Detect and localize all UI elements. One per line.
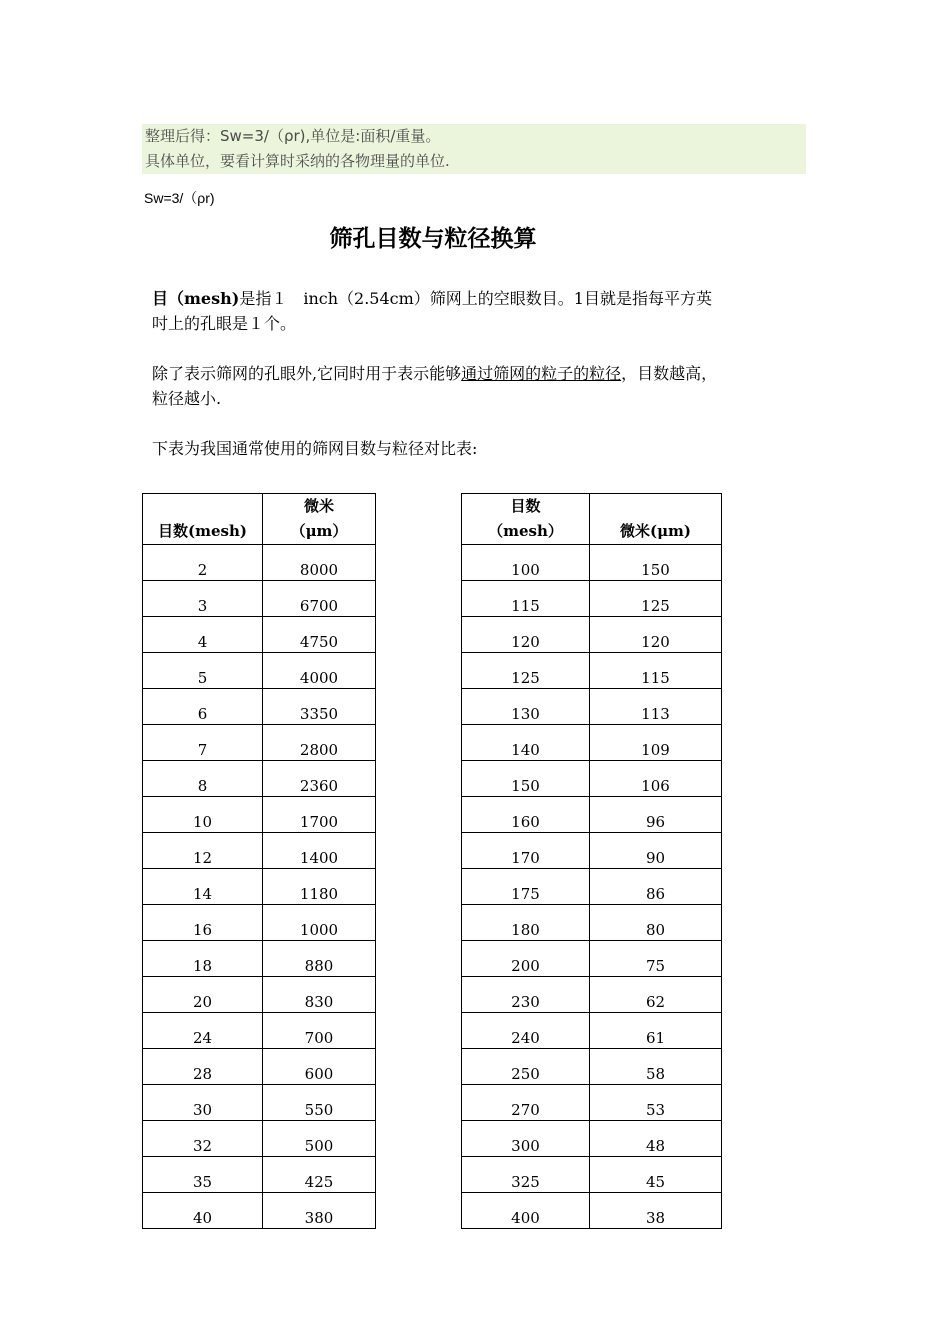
table-row bbox=[143, 797, 376, 833]
table-intro-paragraph: 下表为我国通常使用的筛网目数与粒径对比表: bbox=[152, 439, 478, 458]
particle-size-paragraph bbox=[152, 361, 722, 411]
table-row bbox=[462, 545, 722, 581]
table-row bbox=[462, 941, 722, 977]
table-row bbox=[143, 653, 376, 689]
mesh-table-left bbox=[142, 493, 376, 1229]
micron-cell: 425 bbox=[263, 1157, 376, 1193]
header-micron-label: 微米(μm) bbox=[619, 522, 692, 540]
header-mesh-line1: 目数 bbox=[510, 497, 541, 515]
micron-cell: 86 bbox=[590, 869, 722, 905]
mesh-cell: 270 bbox=[462, 1085, 590, 1121]
micron-cell: 2360 bbox=[263, 761, 376, 797]
micron-cell: 2800 bbox=[263, 725, 376, 761]
table-row bbox=[143, 761, 376, 797]
highlighted-note bbox=[142, 124, 806, 174]
micron-cell: 150 bbox=[590, 545, 722, 581]
mesh-cell: 300 bbox=[462, 1121, 590, 1157]
mesh-cell: 325 bbox=[462, 1157, 590, 1193]
micron-cell: 380 bbox=[263, 1193, 376, 1229]
micron-cell: 80 bbox=[590, 905, 722, 941]
mesh-cell: 3 bbox=[143, 581, 263, 617]
mesh-cell: 115 bbox=[462, 581, 590, 617]
mesh-cell: 160 bbox=[462, 797, 590, 833]
mesh-cell: 125 bbox=[462, 653, 590, 689]
mesh-cell: 140 bbox=[462, 725, 590, 761]
table-header-row bbox=[462, 494, 722, 545]
mesh-cell: 18 bbox=[143, 941, 263, 977]
mesh-cell: 130 bbox=[462, 689, 590, 725]
table-row bbox=[462, 725, 722, 761]
table-row bbox=[462, 1085, 722, 1121]
header-mesh bbox=[462, 494, 590, 545]
micron-cell: 61 bbox=[590, 1013, 722, 1049]
mesh-cell: 240 bbox=[462, 1013, 590, 1049]
mesh-cell: 28 bbox=[143, 1049, 263, 1085]
micron-cell: 38 bbox=[590, 1193, 722, 1229]
micron-cell: 125 bbox=[590, 581, 722, 617]
note-line-2: 具体单位，要看计算时采纳的各物理量的单位. bbox=[145, 152, 450, 170]
table-row bbox=[462, 581, 722, 617]
para2-before: 除了表示筛网的孔眼外,它同时用于表示能够 bbox=[152, 364, 462, 383]
table-row bbox=[462, 617, 722, 653]
micron-cell: 1400 bbox=[263, 833, 376, 869]
mesh-cell: 30 bbox=[143, 1085, 263, 1121]
mesh-cell: 10 bbox=[143, 797, 263, 833]
header-mesh-line2: （mesh） bbox=[488, 522, 563, 540]
table-row bbox=[462, 1157, 722, 1193]
micron-cell: 45 bbox=[590, 1157, 722, 1193]
table-row bbox=[462, 1049, 722, 1085]
micron-cell: 6700 bbox=[263, 581, 376, 617]
micron-cell: 115 bbox=[590, 653, 722, 689]
table-row bbox=[143, 977, 376, 1013]
micron-cell: 500 bbox=[263, 1121, 376, 1157]
mesh-term: 目（mesh) bbox=[152, 289, 240, 308]
table-row bbox=[462, 797, 722, 833]
mesh-cell: 40 bbox=[143, 1193, 263, 1229]
mesh-cell: 16 bbox=[143, 905, 263, 941]
micron-cell: 58 bbox=[590, 1049, 722, 1085]
table-row bbox=[462, 1013, 722, 1049]
header-micron bbox=[263, 494, 376, 545]
underlined-phrase: 通过筛网的粒子的粒径 bbox=[461, 364, 622, 383]
mesh-cell: 200 bbox=[462, 941, 590, 977]
micron-cell: 4750 bbox=[263, 617, 376, 653]
table-row bbox=[143, 941, 376, 977]
micron-cell: 700 bbox=[263, 1013, 376, 1049]
mesh-cell: 120 bbox=[462, 617, 590, 653]
table-row bbox=[462, 905, 722, 941]
mesh-cell: 180 bbox=[462, 905, 590, 941]
micron-cell: 3350 bbox=[263, 689, 376, 725]
header-mesh-label: 目数(mesh) bbox=[158, 522, 247, 540]
mesh-cell: 32 bbox=[143, 1121, 263, 1157]
header-micron-line1: 微米 bbox=[303, 497, 334, 515]
mesh-cell: 4 bbox=[143, 617, 263, 653]
table-row bbox=[143, 833, 376, 869]
micron-cell: 1180 bbox=[263, 869, 376, 905]
micron-cell: 1700 bbox=[263, 797, 376, 833]
table-row bbox=[462, 977, 722, 1013]
mesh-cell: 230 bbox=[462, 977, 590, 1013]
header-micron-line2: （μm） bbox=[290, 522, 348, 540]
header-micron bbox=[590, 494, 722, 545]
mesh-cell: 100 bbox=[462, 545, 590, 581]
table-row bbox=[143, 581, 376, 617]
table-row bbox=[462, 761, 722, 797]
mesh-cell: 12 bbox=[143, 833, 263, 869]
micron-cell: 53 bbox=[590, 1085, 722, 1121]
table-row bbox=[143, 1013, 376, 1049]
micron-cell: 880 bbox=[263, 941, 376, 977]
table-header-row bbox=[143, 494, 376, 545]
micron-cell: 90 bbox=[590, 833, 722, 869]
mesh-cell: 2 bbox=[143, 545, 263, 581]
mesh-cell: 35 bbox=[143, 1157, 263, 1193]
mesh-cell: 5 bbox=[143, 653, 263, 689]
table-row bbox=[143, 1085, 376, 1121]
micron-cell: 8000 bbox=[263, 545, 376, 581]
table-row bbox=[143, 905, 376, 941]
table-row bbox=[143, 1121, 376, 1157]
mesh-cell: 400 bbox=[462, 1193, 590, 1229]
mesh-cell: 150 bbox=[462, 761, 590, 797]
mesh-definition-paragraph bbox=[152, 286, 722, 336]
micron-cell: 830 bbox=[263, 977, 376, 1013]
table-row bbox=[143, 869, 376, 905]
micron-cell: 75 bbox=[590, 941, 722, 977]
mesh-cell: 170 bbox=[462, 833, 590, 869]
table-row bbox=[143, 617, 376, 653]
table-row bbox=[462, 869, 722, 905]
micron-cell: 550 bbox=[263, 1085, 376, 1121]
mesh-cell: 7 bbox=[143, 725, 263, 761]
micron-cell: 1000 bbox=[263, 905, 376, 941]
mesh-definition-text: 是指１ inch（2.54cm）筛网上的空眼数目。1目就是指每平方英吋上的孔眼是１个。 bbox=[152, 289, 712, 333]
mesh-cell: 6 bbox=[143, 689, 263, 725]
table-row bbox=[143, 545, 376, 581]
micron-cell: 106 bbox=[590, 761, 722, 797]
table-row bbox=[462, 833, 722, 869]
mesh-cell: 8 bbox=[143, 761, 263, 797]
table-row bbox=[462, 689, 722, 725]
micron-cell: 62 bbox=[590, 977, 722, 1013]
table-row bbox=[143, 689, 376, 725]
mesh-cell: 24 bbox=[143, 1013, 263, 1049]
micron-cell: 120 bbox=[590, 617, 722, 653]
table-row bbox=[462, 1121, 722, 1157]
header-mesh bbox=[143, 494, 263, 545]
mesh-cell: 14 bbox=[143, 869, 263, 905]
micron-cell: 109 bbox=[590, 725, 722, 761]
table-row bbox=[143, 1049, 376, 1085]
mesh-cell: 250 bbox=[462, 1049, 590, 1085]
para2-after: ，目数越高，粒径越小. bbox=[152, 364, 718, 408]
table-row bbox=[143, 725, 376, 761]
table-row bbox=[462, 653, 722, 689]
micron-cell: 113 bbox=[590, 689, 722, 725]
page-title: 筛孔目数与粒径换算 bbox=[329, 226, 537, 252]
micron-cell: 48 bbox=[590, 1121, 722, 1157]
micron-cell: 600 bbox=[263, 1049, 376, 1085]
table-row bbox=[462, 1193, 722, 1229]
table-row bbox=[143, 1157, 376, 1193]
mesh-table-right bbox=[461, 493, 722, 1229]
note-line-1: 整理后得：Sw=3/（ρr),单位是:面积/重量。 bbox=[145, 127, 441, 145]
mesh-cell: 20 bbox=[143, 977, 263, 1013]
mesh-cell: 175 bbox=[462, 869, 590, 905]
micron-cell: 96 bbox=[590, 797, 722, 833]
micron-cell: 4000 bbox=[263, 653, 376, 689]
table-row bbox=[143, 1193, 376, 1229]
formula-text: Sw=3/（ρr) bbox=[144, 190, 215, 206]
